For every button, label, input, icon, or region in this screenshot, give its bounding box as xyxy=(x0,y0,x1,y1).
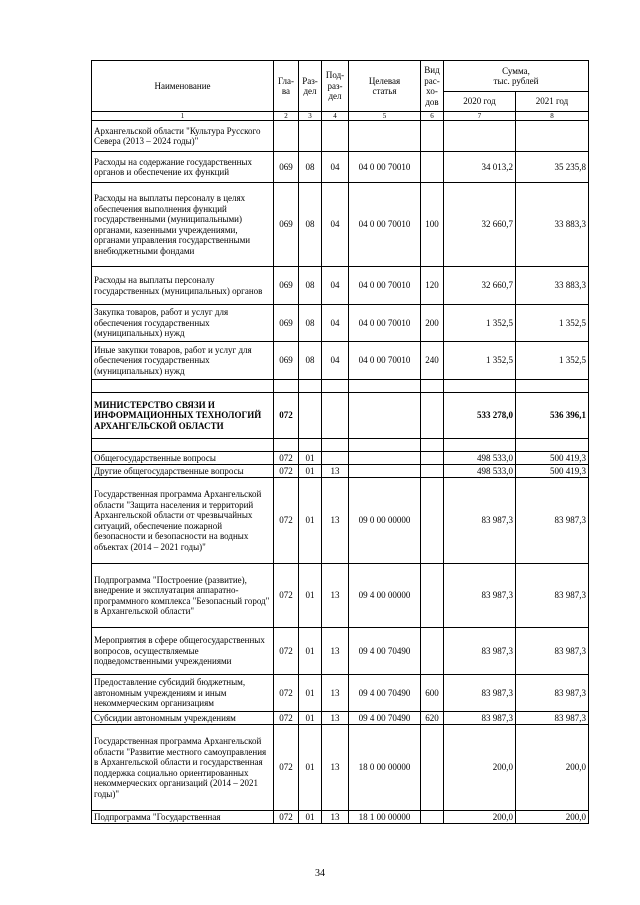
col-number: 8 xyxy=(516,112,589,121)
row-glava: 072 xyxy=(274,712,299,725)
row-vid xyxy=(421,380,444,393)
table-row xyxy=(92,712,589,725)
table-row xyxy=(92,478,589,564)
row-name: Расходы на выплаты персоналу государственных (муниципальных) органов xyxy=(92,267,274,305)
row-glava xyxy=(274,439,299,452)
table-row xyxy=(92,267,589,305)
header-podrazdel: Под- раз- дел xyxy=(322,61,349,112)
row-name: Расходы на выплаты персоналу в целях обеспечения выполнения функций государственными (муниципальными) органами, казенными учреждениями, органами управления государственными внебюджетными фондами xyxy=(92,183,274,267)
row-name: Общегосударственные вопросы xyxy=(92,452,274,465)
row-glava: 072 xyxy=(274,628,299,675)
row-vid: 120 xyxy=(421,267,444,305)
row-glava: 072 xyxy=(274,725,299,811)
row-target xyxy=(349,380,421,393)
row-target: 18 1 00 00000 xyxy=(349,811,421,824)
row-razdel: 01 xyxy=(299,478,322,564)
row-podrazdel xyxy=(322,121,349,152)
row-sum-2021: 500 419,3 xyxy=(516,465,589,478)
table-row xyxy=(92,380,589,393)
row-razdel: 01 xyxy=(299,675,322,712)
header-2021: 2021 год xyxy=(516,92,589,112)
row-glava xyxy=(274,380,299,393)
row-name: Закупка товаров, работ и услуг для обеспечения государственных (муниципальных) нужд xyxy=(92,305,274,342)
row-glava: 069 xyxy=(274,305,299,342)
row-podrazdel: 04 xyxy=(322,267,349,305)
row-name xyxy=(92,380,274,393)
row-sum-2021: 83 987,3 xyxy=(516,478,589,564)
row-sum-2021: 83 987,3 xyxy=(516,628,589,675)
row-razdel: 01 xyxy=(299,712,322,725)
table-row xyxy=(92,393,589,439)
row-sum-2020: 200,0 xyxy=(444,725,516,811)
row-name: Архангельской области "Культура Русского Севера (2013 – 2024 годы)" xyxy=(92,121,274,152)
header-razdel: Раз- дел xyxy=(299,61,322,112)
row-glava xyxy=(274,121,299,152)
row-razdel: 08 xyxy=(299,305,322,342)
row-target: 04 0 00 70010 xyxy=(349,342,421,380)
row-podrazdel: 04 xyxy=(322,305,349,342)
row-sum-2021: 200,0 xyxy=(516,725,589,811)
row-podrazdel xyxy=(322,452,349,465)
col-number: 5 xyxy=(349,112,421,121)
row-sum-2020 xyxy=(444,380,516,393)
row-podrazdel: 13 xyxy=(322,465,349,478)
col-number: 4 xyxy=(322,112,349,121)
row-name: Расходы на содержание государственных органов и обеспечение их функций xyxy=(92,152,274,183)
row-target: 04 0 00 70010 xyxy=(349,267,421,305)
row-sum-2021: 536 396,1 xyxy=(516,393,589,439)
row-name: МИНИСТЕРСТВО СВЯЗИ И ИНФОРМАЦИОННЫХ ТЕХНОЛОГИЙ АРХАНГЕЛЬСКОЙ ОБЛАСТИ xyxy=(92,393,274,439)
row-podrazdel xyxy=(322,439,349,452)
row-sum-2020 xyxy=(444,121,516,152)
row-target xyxy=(349,121,421,152)
row-podrazdel: 13 xyxy=(322,811,349,824)
row-vid xyxy=(421,811,444,824)
row-vid xyxy=(421,439,444,452)
header-vid: Вид рас- хо- дов xyxy=(421,61,444,112)
row-target xyxy=(349,452,421,465)
row-target: 09 4 00 00000 xyxy=(349,564,421,628)
row-sum-2020: 83 987,3 xyxy=(444,564,516,628)
col-number: 1 xyxy=(92,112,274,121)
row-name xyxy=(92,439,274,452)
row-name: Предоставление субсидий бюджетным, автономным учреждениям и иным некоммерческим организациям xyxy=(92,675,274,712)
row-sum-2020 xyxy=(444,439,516,452)
table-row xyxy=(92,152,589,183)
row-sum-2021: 83 987,3 xyxy=(516,675,589,712)
row-podrazdel: 13 xyxy=(322,564,349,628)
row-name: Подпрограмма "Построение (развитие), внедрение и эксплуатация аппаратно-программного комплекса "Безопасный город" в Архангельской области" xyxy=(92,564,274,628)
row-sum-2020: 498 533,0 xyxy=(444,465,516,478)
row-target: 09 4 00 70490 xyxy=(349,712,421,725)
row-podrazdel xyxy=(322,393,349,439)
column-numbers-row xyxy=(92,112,589,121)
row-sum-2020: 533 278,0 xyxy=(444,393,516,439)
table-row xyxy=(92,439,589,452)
table-row xyxy=(92,342,589,380)
row-razdel xyxy=(299,380,322,393)
row-glava: 069 xyxy=(274,342,299,380)
row-razdel xyxy=(299,439,322,452)
row-glava: 069 xyxy=(274,183,299,267)
row-vid xyxy=(421,564,444,628)
header-sum: Сумма, тыс. рублей xyxy=(444,61,589,92)
row-sum-2020: 1 352,5 xyxy=(444,342,516,380)
row-glava: 072 xyxy=(274,564,299,628)
table-row xyxy=(92,725,589,811)
row-vid: 200 xyxy=(421,305,444,342)
row-sum-2020: 83 987,3 xyxy=(444,478,516,564)
table-row xyxy=(92,811,589,824)
row-podrazdel: 13 xyxy=(322,725,349,811)
row-target: 04 0 00 70010 xyxy=(349,152,421,183)
row-sum-2021: 1 352,5 xyxy=(516,305,589,342)
row-target: 18 0 00 00000 xyxy=(349,725,421,811)
row-name: Иные закупки товаров, работ и услуг для обеспечения государственных (муниципальных) нужд xyxy=(92,342,274,380)
row-sum-2021 xyxy=(516,380,589,393)
row-target: 09 4 00 70490 xyxy=(349,628,421,675)
row-target xyxy=(349,465,421,478)
budget-table xyxy=(91,60,589,824)
row-name: Государственная программа Архангельской области "Развитие местного самоуправления в Архангельской области и государственная поддержка социально ориентированных некоммерческих организаций (2014 – 2021 годы)" xyxy=(92,725,274,811)
row-vid xyxy=(421,393,444,439)
row-razdel: 01 xyxy=(299,811,322,824)
row-target xyxy=(349,439,421,452)
row-vid: 620 xyxy=(421,712,444,725)
row-glava: 072 xyxy=(274,478,299,564)
row-target: 04 0 00 70010 xyxy=(349,305,421,342)
row-glava: 072 xyxy=(274,393,299,439)
row-vid xyxy=(421,725,444,811)
row-sum-2021 xyxy=(516,121,589,152)
row-sum-2020: 34 013,2 xyxy=(444,152,516,183)
row-sum-2020: 32 660,7 xyxy=(444,183,516,267)
row-glava: 072 xyxy=(274,452,299,465)
row-name: Подпрограмма "Государственная xyxy=(92,811,274,824)
row-razdel: 08 xyxy=(299,342,322,380)
table-row xyxy=(92,564,589,628)
row-vid xyxy=(421,152,444,183)
row-name: Мероприятия в сфере общегосударственных вопросов, осуществляемые подведомственными учреждениями xyxy=(92,628,274,675)
col-number: 2 xyxy=(274,112,299,121)
row-name: Другие общегосударственные вопросы xyxy=(92,465,274,478)
row-razdel: 08 xyxy=(299,267,322,305)
row-vid: 600 xyxy=(421,675,444,712)
row-razdel: 08 xyxy=(299,183,322,267)
row-razdel: 01 xyxy=(299,465,322,478)
col-number: 3 xyxy=(299,112,322,121)
row-vid: 100 xyxy=(421,183,444,267)
row-podrazdel xyxy=(322,380,349,393)
row-podrazdel: 13 xyxy=(322,628,349,675)
row-sum-2020: 83 987,3 xyxy=(444,712,516,725)
row-razdel: 08 xyxy=(299,152,322,183)
table-row xyxy=(92,183,589,267)
row-podrazdel: 04 xyxy=(322,342,349,380)
row-sum-2020: 1 352,5 xyxy=(444,305,516,342)
header-glava: Гла- ва xyxy=(274,61,299,112)
row-glava: 069 xyxy=(274,267,299,305)
table-row xyxy=(92,465,589,478)
table-row xyxy=(92,305,589,342)
row-sum-2021: 83 987,3 xyxy=(516,564,589,628)
col-number: 6 xyxy=(421,112,444,121)
row-razdel: 01 xyxy=(299,628,322,675)
row-sum-2021: 33 883,3 xyxy=(516,267,589,305)
row-sum-2021: 200,0 xyxy=(516,811,589,824)
row-razdel: 01 xyxy=(299,564,322,628)
row-sum-2021: 83 987,3 xyxy=(516,712,589,725)
row-podrazdel: 04 xyxy=(322,183,349,267)
row-razdel: 01 xyxy=(299,725,322,811)
row-sum-2021: 33 883,3 xyxy=(516,183,589,267)
row-glava: 069 xyxy=(274,152,299,183)
row-sum-2020: 83 987,3 xyxy=(444,675,516,712)
row-name: Субсидии автономным учреждениям xyxy=(92,712,274,725)
page-number: 34 xyxy=(315,868,325,879)
row-glava: 072 xyxy=(274,465,299,478)
row-sum-2020: 83 987,3 xyxy=(444,628,516,675)
row-sum-2020: 200,0 xyxy=(444,811,516,824)
row-podrazdel: 13 xyxy=(322,478,349,564)
row-sum-2020: 498 533,0 xyxy=(444,452,516,465)
table-row xyxy=(92,121,589,152)
row-target: 04 0 00 70010 xyxy=(349,183,421,267)
header-target: Целевая статья xyxy=(349,61,421,112)
row-vid xyxy=(421,628,444,675)
table-body xyxy=(92,121,589,824)
row-podrazdel: 13 xyxy=(322,712,349,725)
row-vid xyxy=(421,452,444,465)
row-razdel: 01 xyxy=(299,452,322,465)
row-sum-2020: 32 660,7 xyxy=(444,267,516,305)
row-target: 09 4 00 70490 xyxy=(349,675,421,712)
row-vid xyxy=(421,465,444,478)
row-sum-2021: 1 352,5 xyxy=(516,342,589,380)
row-vid xyxy=(421,478,444,564)
row-glava: 072 xyxy=(274,811,299,824)
row-podrazdel: 04 xyxy=(322,152,349,183)
table-row xyxy=(92,628,589,675)
row-vid: 240 xyxy=(421,342,444,380)
header-2020: 2020 год xyxy=(444,92,516,112)
row-name: Государственная программа Архангельской области "Защита населения и территорий Архангельской области от чрезвычайных ситуаций, обеспечение пожарной безопасности и безопасности на водных объектах (2014 – 2021 годы)" xyxy=(92,478,274,564)
row-razdel xyxy=(299,121,322,152)
row-sum-2021: 35 235,8 xyxy=(516,152,589,183)
row-target xyxy=(349,393,421,439)
row-razdel xyxy=(299,393,322,439)
col-number: 7 xyxy=(444,112,516,121)
row-sum-2021: 500 419,3 xyxy=(516,452,589,465)
row-sum-2021 xyxy=(516,439,589,452)
row-podrazdel: 13 xyxy=(322,675,349,712)
header-name: Наименование xyxy=(92,61,274,112)
table-row xyxy=(92,675,589,712)
row-target: 09 0 00 00000 xyxy=(349,478,421,564)
row-glava: 072 xyxy=(274,675,299,712)
row-vid xyxy=(421,121,444,152)
table-row xyxy=(92,452,589,465)
